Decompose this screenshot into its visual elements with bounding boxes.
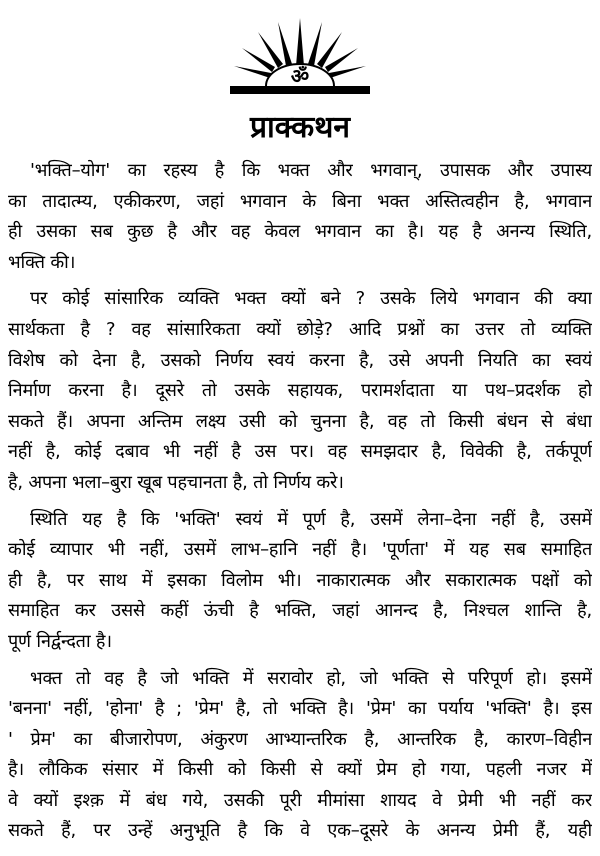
paragraph-2 — [8, 284, 592, 498]
text-line: निर्माण करना है। दूसरे तो उसके सहायक, परामर्शदाता या पथ–प्रदर्शक हो — [8, 380, 592, 402]
document-body — [8, 156, 592, 853]
text-line: ' प्रेम' का बीजारोपण, अंकुरण आभ्यान्तरिक है, आन्तरिक है, कारण–विहीन — [8, 728, 592, 750]
text-line: 'भक्ति–योग' का रहस्य है कि भक्त और भगवान्, उपासक और उपास्य — [30, 160, 592, 181]
paragraph-4 — [8, 664, 592, 848]
text-line: भक्ति की। — [8, 251, 76, 273]
text-line: वे क्यों इश्क़ में बंध गये, उसकी पूरी मीमांसा शायद वे प्रेमी भी नहीं कर — [8, 789, 592, 811]
om-sunburst-emblem — [230, 4, 370, 100]
text-line: कोई व्यापार भी नहीं, उसमें लाभ–हानि नहीं है। 'पूर्णता' में यह सब समाहित — [8, 539, 592, 561]
paragraph-3 — [8, 505, 592, 658]
paragraph-1 — [8, 156, 592, 278]
text-line: ही उसका सब कुछ है और वह केवल भगवान का है। यह है अनन्य स्थिति, — [8, 221, 592, 243]
text-line: का तादात्म्य, एकीकरण, जहां भगवान के बिना भक्त अस्तित्वहीन है, भगवान — [8, 190, 592, 212]
text-line: स्थिति यह है कि 'भक्ति' स्वयं में पूर्ण है, उसमें लेना–देना नहीं है, उसमें — [30, 508, 592, 530]
text-line: है, अपना भला–बुरा खूब पहचानता है, तो निर्णय करे। — [8, 471, 344, 493]
text-line: ही है, पर साथ में इसका विलोम भी। नाकारात्मक और सकारात्मक पक्षों को — [8, 569, 592, 591]
text-line: समाहित कर उससे कहीं ऊंची है भक्ति, जहां आनन्द है, निश्चल शान्ति है, — [8, 600, 592, 622]
om-symbol: ॐ — [290, 64, 310, 88]
text-line: भक्त तो वह है जो भक्ति में सरावोर हो, जो भक्ति से परिपूर्ण हो। इसमें — [30, 667, 592, 689]
text-line: पूर्ण निर्द्वन्दता है। — [8, 630, 112, 652]
text-line: 'बनना' नहीं, 'होना' है ; 'प्रेम' है, तो भक्ति है। 'प्रेम' का पर्याय 'भक्ति' है। इस — [8, 698, 592, 720]
text-line: नहीं है, कोई दबाव भी नहीं है उस पर। वह समझदार है, विवेकी है, तर्कपूर्ण — [8, 441, 592, 463]
text-line: सकते हैं, पर उन्हें अनुभूति है कि वे एक–दूसरे के अनन्य प्रेमी हैं, यही — [8, 820, 592, 842]
text-line: पर कोई सांसारिक व्यक्ति भक्त क्यों बने ? उसके लिये भगवान की क्या — [30, 288, 592, 310]
text-line: सार्थकता है ? वह सांसारिकता क्यों छोड़े? आदि प्रश्नों का उत्तर तो व्यक्ति — [8, 318, 592, 340]
text-line: है। लौकिक संसार में किसी को किसी से क्यों प्रेम हो गया, पहली नजर में — [8, 759, 592, 781]
text-line: विशेष को देना है, उसको निर्णय स्वयं करना है, उसे अपनी नियति का स्वयं — [8, 349, 592, 371]
page-title: प्राक्कथन — [249, 110, 351, 145]
text-line: सकते हैं। अपना अन्तिम लक्ष्य उसी को चुनना है, वह तो किसी बंधन से बंधा — [8, 410, 592, 432]
